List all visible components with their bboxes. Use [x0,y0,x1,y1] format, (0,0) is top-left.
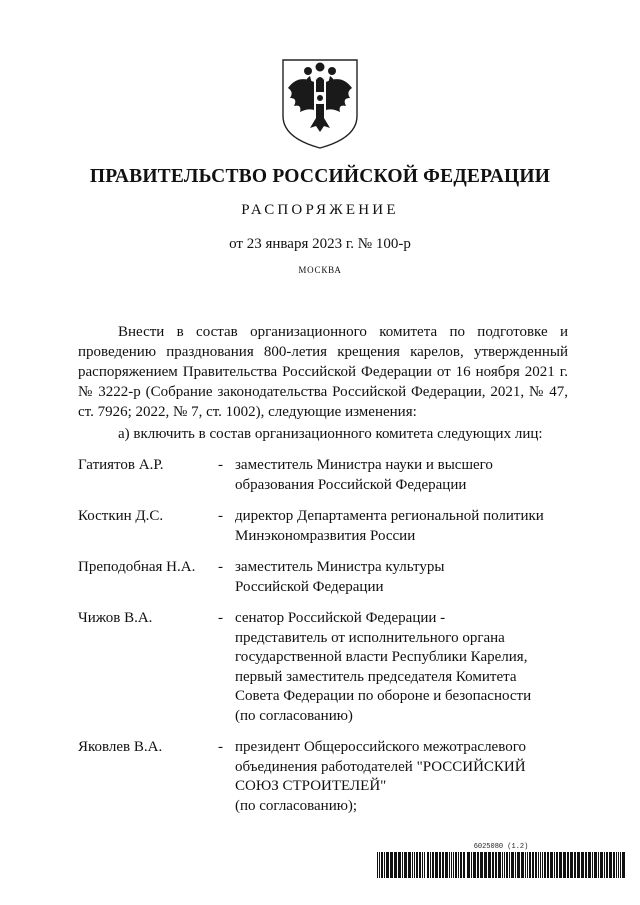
member-dash: - [218,559,223,575]
member-description-line: (по согласованию) [235,707,353,724]
member-description-line: образования Российской Федерации [235,476,467,493]
member-description [235,456,578,495]
government-title: ПРАВИТЕЛЬСТВО РОССИЙСКОЙ ФЕДЕРАЦИИ [89,166,551,187]
member-name: Яковлев В.А. [78,739,163,755]
intro-paragraph [78,322,568,422]
member-description-line: (по согласованию); [235,797,358,814]
document-date-number: от 23 января 2023 г. № 100-р [229,236,411,252]
member-description-line: Минэкономразвития России [235,527,416,544]
member-description [235,507,578,546]
member-description-line: заместитель Министра науки и высшего [235,457,493,473]
member-dash: - [218,457,223,473]
barcode-block [377,843,625,878]
member-name: Косткин Д.С. [78,508,164,524]
member-entry [78,507,578,546]
member-description-line: объединения работодателей "РОССИЙСКИЙ [235,758,526,775]
member-description-line: заместитель Министра культуры [235,559,445,575]
barcode-code: 6025080 (1.2) [473,843,529,851]
document-type: РАСПОРЯЖЕНИЕ [241,202,399,218]
member-description [235,738,578,816]
member-description-line: Совета Федерации по обороне и безопасности [235,688,532,704]
document-city: МОСКВА [298,265,342,275]
member-entry [78,738,578,816]
intro-text: Внести в состав организационного комитета по подготовке и проведению празднования 800-летия крещения карелов, утвержденный распоряжением Правительства Российской Федерации от 16 ноября 2021 г. № 3222-р (Собрание законодательства Российской Федерации, 2021, № 47, ст. 7926; 2022, № 7, ст. 1002), следующие изменения: [78,324,568,420]
state-emblem-icon [280,58,360,150]
member-description-line: СОЮЗ СТРОИТЕЛЕЙ" [235,778,387,794]
member-description-line: Российской Федерации [235,578,384,595]
member-dash: - [218,610,223,626]
member-dash: - [218,508,223,524]
member-entry [78,456,578,495]
member-list [78,456,578,816]
member-description-line: директор Департамента региональной политики [235,508,544,524]
member-entry [78,609,578,726]
member-name: Преподобная Н.А. [78,559,196,575]
member-description-line: первый заместитель председателя Комитета [235,668,517,685]
member-description-line: сенатор Российской Федерации - [235,610,446,626]
member-name: Чижов В.А. [78,610,153,626]
member-description-line: президент Общероссийского межотраслевого [235,739,526,755]
member-description-line: государственной власти Республики Карелия, [235,649,528,665]
subitem-a: а) включить в состав организационного комитета следующих лиц: [118,426,543,442]
member-entry [78,558,578,597]
member-description-line: представитель от исполнительного органа [235,629,505,646]
barcode-icon [377,852,625,878]
member-description [235,609,578,726]
member-description [235,558,578,597]
member-dash: - [218,739,223,755]
member-name: Гатиятов А.Р. [78,457,164,473]
